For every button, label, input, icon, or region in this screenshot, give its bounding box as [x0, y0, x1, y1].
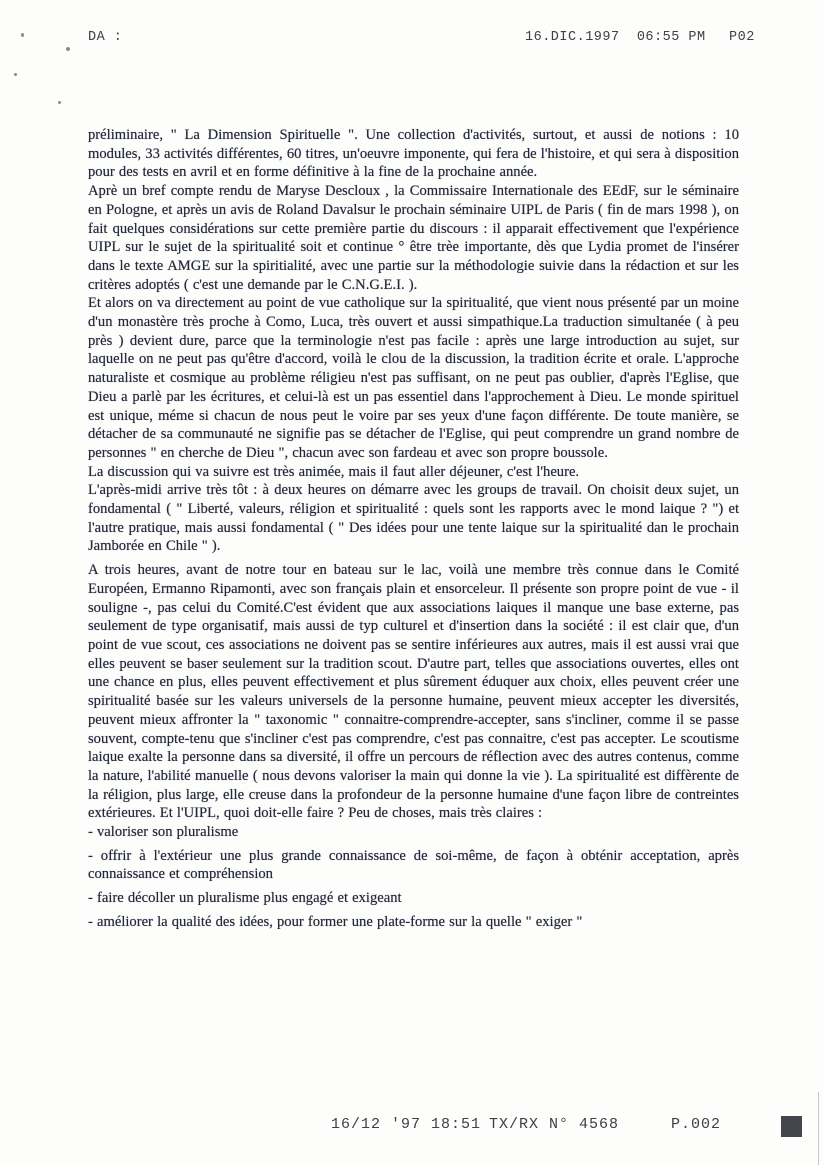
scan-speck	[21, 33, 24, 37]
scan-speck	[14, 73, 17, 76]
fax-footer-datetime: 16/12 '97 18:51	[331, 1116, 482, 1133]
fax-header-page-number: P02	[729, 30, 755, 45]
fax-footer-page-number: P.002	[671, 1116, 722, 1133]
paragraph: préliminaire, " La Dimension Spirituelle ". Une collection d'activités, surtout, et aussi de notions : 10 modules, 33 activités différentes, 60 titres, un'oeuvre imponente, qui fera de l'histoire, et qui sera à disposition pour des tests en avril et en forme définitive à la fine de la prochaine année.	[88, 127, 739, 181]
fax-header-recipient-label: DA :	[88, 30, 123, 45]
bullet-item: - améliorer la qualité des idées, pour former une plate-forme sur la quelle " exiger "	[88, 913, 583, 930]
bullet-item: - valoriser son pluralisme	[88, 824, 239, 841]
document-body	[88, 126, 739, 932]
scan-edge-line	[818, 1092, 819, 1165]
paragraph: La discussion qui va suivre est très animée, mais il faut aller déjeuner, c'est l'heure.	[88, 463, 580, 480]
paragraph: L'après-midi arrive très tôt : à deux heures on démarre avec les groups de travail. On choisit deux sujet, un fondamental ( " Liberté, valeurs, réligion et spiritualité : quels sont les rapports avec le mond laique ? ") et l'autre pratique, mais aussi fondamental ( " Des idées pour une tente laique sur la spiritualité dan le prochain Jamborée en Chile " ).	[88, 482, 739, 555]
scan-speck	[58, 101, 61, 104]
scan-speck	[65, 46, 70, 51]
fax-header-datetime: 16.DIC.1997 06:55 PM	[525, 30, 706, 45]
bullet-item: - faire décoller un pluralisme plus engagé et exigeant	[88, 890, 402, 907]
scan-artifact-square	[781, 1116, 802, 1137]
bullet-item: - offrir à l'extérieur une plus grande connaissance de soi-même, de façon à obténir acceptation, après connaissance et compréhension	[88, 847, 739, 883]
paragraph: Et alors on va directement au point de vue catholique sur la spiritualité, que vient nous présenté par un moine d'un monastère très proche à Como, Luca, très ouvert et aussi simpathique.La traduction simultanée ( à peu près ) devient dure, parce que la terminologie n'est pas facile : après une large introduction au sujet, sur laquelle on ne peut pas qu'être d'accord, voilà le clou de la discussion, la tradition écrite et orale. L'approche naturaliste et cosmique au problème réligieu n'est pas suffisant, on ne peut pas oublier, d'après l'Eglise, que Dieu a parlè par les écritures, et celui-là est un pas essentiel dans l'approchement à Dieu. Le monde spirituel est unique, méme si chacun de nous peut le voire par ses yeux d'une façon différente. De toute manière, se détacher de sa communauté ne signifie pas se détacher de l'Eglise, qui peut comprendre un grand nombre de personnes " en cherche de Dieu ", chacun avec son fardeau et avec son propre boussole.	[88, 295, 739, 461]
fax-footer-txrx-number: TX/RX N° 4568	[489, 1116, 620, 1133]
paragraph: Aprè un bref compte rendu de Maryse Descloux , la Commissaire Internationale des EEdF, sur le séminaire en Pologne, et après un avis de Roland Davalsur le prochain séminaire UIPL de Paris ( fin de mars 1998 ), on fait quelques considérations sur cette première partie du discours : il apparait effectivement que l'expérience UIPL sur le sujet de la spiritualité soit et continue ° être trèe importante, dès que Lydia promet de l'insérer dans le texte AMGE sur la spiritialité, avec une partie sur la méthodologie suivie dans la rédaction et sur les critères adoptés ( c'est une demande par le C.N.G.E.I. ).	[88, 183, 739, 293]
paragraph: A trois heures, avant de notre tour en bateau sur le lac, voilà une membre très connue dans le Comité Européen, Ermanno Ripamonti, avec son français plain et ensorceleur. Il présente son propre point de vue - il souligne -, pas celui du Comité.C'est évident que aux associations laiques il manque une base externe, pas seulement de type organisatif, mais aussi de typ culturel et d'insertion dans la société : il est clair que, d'un point de vue scout, ces associations ne doivent pas se sentire inférieures aux autres, mais il est aussi vrai que elles peuvent se baser seulement sur la tradition scout. D'autre part, telles que associations ouvertes, elles ont une chance en plus, elles peuvent effectivement et plus sûrement éduquer aux choix, elles peuvent créer une spiritualité basée sur les valeurs universels de la personne humaine, peuvent mieux accepter les diversités, peuvent mieux affronter la " taxonomic " connaitre-comprendre-accepter, sans s'incliner, comme il se passe souvent, compte-tenu que s'incliner c'est pas comprendre, c'est pas connaitre, c'est pas accepter. Le scoutisme laique exalte la personne dans sa diversité, il offre un percours de réflection avec des autres contenus, comme la nature, l'abilité manuelle ( nous devons valoriser la main qui donne la vie ). La spiritualité est diffèrente de la réligion, plus large, elle creuse dans la profondeur de la personne humaine d'une façon libre de contreintes extérieures. Et l'UIPL, quoi doit-elle faire ? Peu de choses, mais très claires :	[88, 562, 739, 822]
